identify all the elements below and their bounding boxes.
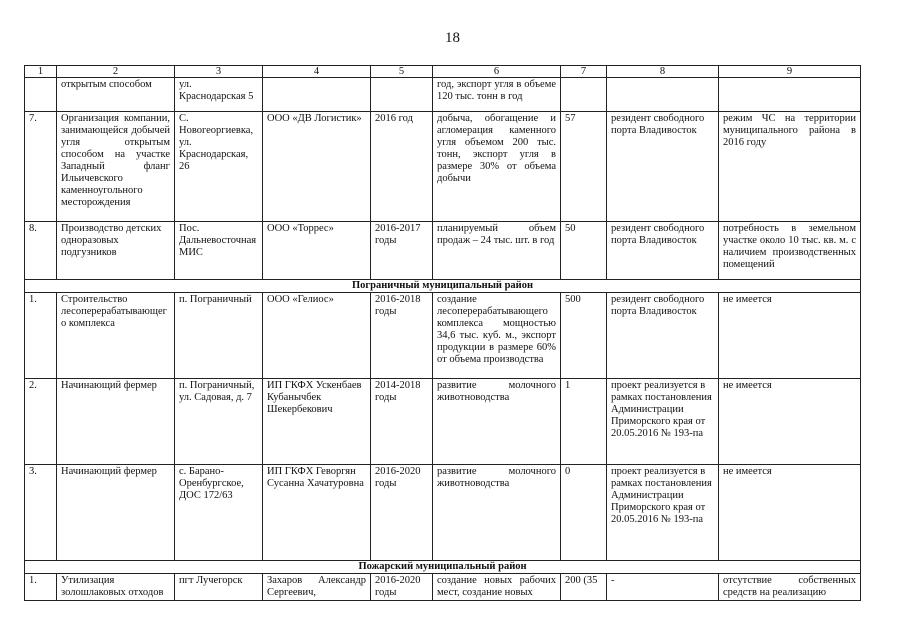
project-location: ул. Краснодарская 5	[175, 78, 263, 112]
project-support: проект реализуется в рамках постановления Администрации Приморского края от 20.05.2016 № 193-па	[607, 379, 719, 465]
project-jobs: 200 (35	[561, 574, 607, 601]
project-location: Пос. Дальневосточная МИС	[175, 222, 263, 280]
project-jobs: 57	[561, 112, 607, 222]
row-number: 1.	[25, 293, 57, 379]
column-header: 2	[57, 66, 175, 78]
project-jobs	[561, 78, 607, 112]
project-problems	[719, 78, 861, 112]
project-description: создание новых рабочих мест, создание новых	[433, 574, 561, 601]
project-description: развитие молочного животноводства	[433, 379, 561, 465]
project-period	[371, 78, 433, 112]
section-row	[25, 561, 861, 574]
project-location: с. Барано-Оренбургское, ДОС 172/63	[175, 465, 263, 561]
project-company: ИП ГКФХ Ускенбаев Кубанычбек Шекербекович	[263, 379, 371, 465]
column-header: 6	[433, 66, 561, 78]
project-support: резидент свободного порта Владивосток	[607, 293, 719, 379]
project-period: 2014-2018 годы	[371, 379, 433, 465]
project-company	[263, 78, 371, 112]
project-name: Начинающий фермер	[57, 465, 175, 561]
table-row	[25, 78, 861, 112]
column-header: 5	[371, 66, 433, 78]
project-jobs: 0	[561, 465, 607, 561]
project-period: 2016-2020 годы	[371, 574, 433, 601]
table-row	[25, 293, 861, 379]
project-support: резидент свободного порта Владивосток	[607, 112, 719, 222]
project-description: год, экспорт угля в объеме 120 тыс. тонн в год	[433, 78, 561, 112]
project-company: Захаров Александр Сергеевич,	[263, 574, 371, 601]
project-jobs: 50	[561, 222, 607, 280]
section-title: Пожарский муниципальный район	[25, 561, 861, 574]
row-number: 2.	[25, 379, 57, 465]
project-name: Утилизация золошлаковых отходов	[57, 574, 175, 601]
project-location: С. Новогеоргиевка, ул. Краснодарская, 26	[175, 112, 263, 222]
table-row	[25, 465, 861, 561]
column-header: 1	[25, 66, 57, 78]
project-description: планируемый объем продаж – 24 тыс. шт. в год	[433, 222, 561, 280]
row-number: 1.	[25, 574, 57, 601]
column-header: 3	[175, 66, 263, 78]
row-number: 7.	[25, 112, 57, 222]
project-name: открытым способом	[57, 78, 175, 112]
project-company: ООО «Торрес»	[263, 222, 371, 280]
project-company: ИП ГКФХ Геворгян Сусанна Хачатуровна	[263, 465, 371, 561]
project-support: резидент свободного порта Владивосток	[607, 222, 719, 280]
page-number: 18	[445, 30, 460, 46]
project-period: 2016-2018 годы	[371, 293, 433, 379]
row-number: 3.	[25, 465, 57, 561]
project-problems: не имеется	[719, 379, 861, 465]
project-location: п. Пограничный	[175, 293, 263, 379]
project-problems: не имеется	[719, 293, 861, 379]
project-location: п. Пограничный, ул. Садовая, д. 7	[175, 379, 263, 465]
project-company: ООО «ДВ Логистик»	[263, 112, 371, 222]
project-name: Строительство лесоперерабатывающего комплекса	[57, 293, 175, 379]
table-row	[25, 222, 861, 280]
section-title: Пограничный муниципальный район	[25, 280, 861, 293]
project-problems: не имеется	[719, 465, 861, 561]
project-period: 2016-2017 годы	[371, 222, 433, 280]
project-name: Организация компании, занимающейся добычей угля открытым способом на участке Западный фланг Ильичевского каменноугольного месторождения	[57, 112, 175, 222]
project-description: развитие молочного животноводства	[433, 465, 561, 561]
project-name: Начинающий фермер	[57, 379, 175, 465]
project-problems: потребность в земельном участке около 10 тыс. кв. м. с наличием производственных помещений	[719, 222, 861, 280]
project-jobs: 1	[561, 379, 607, 465]
project-support	[607, 78, 719, 112]
section-row	[25, 280, 861, 293]
project-period: 2016 год	[371, 112, 433, 222]
table-row	[25, 112, 861, 222]
project-period: 2016-2020 годы	[371, 465, 433, 561]
table-header	[25, 66, 861, 78]
project-name: Производство детских одноразовых подгузников	[57, 222, 175, 280]
row-number: 8.	[25, 222, 57, 280]
project-location: пгт Лучегорск	[175, 574, 263, 601]
table-row	[25, 379, 861, 465]
project-description: создание лесоперерабатывающего комплекса мощностью 34,6 тыс. куб. м., экспорт продукции в размере 60% от объема производства	[433, 293, 561, 379]
project-problems: отсутствие собственных средств на реализацию	[719, 574, 861, 601]
column-header: 7	[561, 66, 607, 78]
project-jobs: 500	[561, 293, 607, 379]
project-description: добыча, обогащение и агломерация каменного угля объемом 200 тыс. тонн, экспорт угля в размере 30% от объема добычи	[433, 112, 561, 222]
project-support: проект реализуется в рамках постановления Администрации Приморского края от 20.05.2016 № 193-па	[607, 465, 719, 561]
projects-table	[24, 65, 861, 601]
project-support: -	[607, 574, 719, 601]
project-problems: режим ЧС на территории муниципального района в 2016 году	[719, 112, 861, 222]
project-company: ООО «Гелиос»	[263, 293, 371, 379]
row-number	[25, 78, 57, 112]
table-row	[25, 574, 861, 601]
column-header: 9	[719, 66, 861, 78]
column-header: 8	[607, 66, 719, 78]
column-header: 4	[263, 66, 371, 78]
